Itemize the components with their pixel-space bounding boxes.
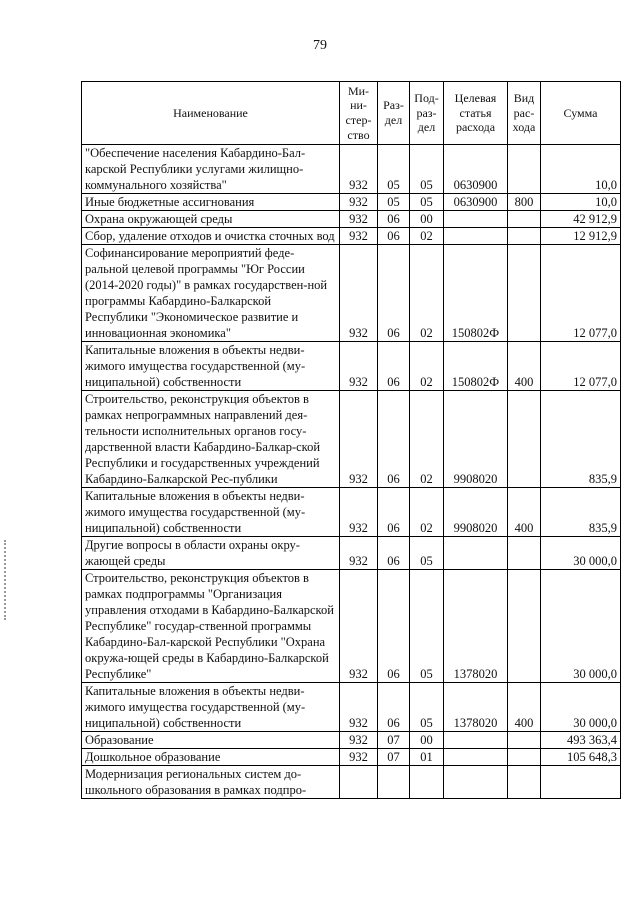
row-target-cell: 1378020 [444,570,508,683]
row-section-cell: 06 [378,342,410,391]
scan-margin-marks [4,540,8,620]
row-target-cell [444,228,508,245]
row-target-cell: 9908020 [444,488,508,537]
row-sum-cell: 30 000,0 [541,537,621,570]
row-target-cell [444,537,508,570]
row-expense-type-cell: 800 [508,194,541,211]
row-section-cell: 06 [378,683,410,732]
row-expense-type-cell [508,766,541,799]
row-sum-cell: 12 912,9 [541,228,621,245]
row-section-cell: 06 [378,537,410,570]
row-section-cell: 07 [378,749,410,766]
table-row [82,342,621,391]
row-subsection-cell: 05 [410,570,444,683]
table-row [82,145,621,194]
table-row [82,211,621,228]
row-target-cell: 0630900 [444,145,508,194]
table-row [82,391,621,488]
row-section-cell: 06 [378,245,410,342]
row-expense-type-cell [508,145,541,194]
table-row [82,732,621,749]
table-row [82,194,621,211]
table-row [82,228,621,245]
row-subsection-cell: 00 [410,211,444,228]
row-expense-type-cell [508,391,541,488]
row-sum-cell: 10,0 [541,145,621,194]
row-ministry-cell: 932 [340,537,378,570]
row-expense-type-cell [508,245,541,342]
row-expense-type-cell [508,211,541,228]
row-section-cell: 06 [378,570,410,683]
table-row [82,683,621,732]
row-sum-cell: 493 363,4 [541,732,621,749]
row-name-cell: Строительство, реконструкция объектов в рамках непрограммных направлений дея-тельности исполнительных органов госу-дарственной власти Кабардино-Балкар-ской Республики и государственных учреждений Кабардино-Балкарской Рес-публики [82,391,340,488]
row-name-cell: Капитальные вложения в объекты недви-жимого имущества государственной (му-ниципальной) собственности [82,342,340,391]
row-sum-cell: 30 000,0 [541,570,621,683]
row-ministry-cell: 932 [340,683,378,732]
row-ministry-cell: 932 [340,245,378,342]
row-sum-cell: 30 000,0 [541,683,621,732]
row-sum-cell [541,766,621,799]
row-subsection-cell: 05 [410,537,444,570]
row-ministry-cell: 932 [340,391,378,488]
col-expense-type-header: Вид рас-хода [508,82,541,145]
col-subsection-header: Под-раз-дел [410,82,444,145]
row-name-cell: Строительство, реконструкция объектов в рамках подпрограммы "Организация управления отходами в Кабардино-Балкарской Республике" государ-ственной программы Кабардино-Бал-карской Республики "Охрана окружа-ющей среды в Кабардино-Балкарской Республике" [82,570,340,683]
row-name-cell: Образование [82,732,340,749]
row-subsection-cell: 05 [410,683,444,732]
row-sum-cell: 10,0 [541,194,621,211]
row-subsection-cell: 02 [410,391,444,488]
table-row [82,537,621,570]
row-ministry-cell: 932 [340,194,378,211]
row-section-cell: 06 [378,488,410,537]
row-expense-type-cell [508,749,541,766]
row-expense-type-cell [508,228,541,245]
row-target-cell: 9908020 [444,391,508,488]
row-ministry-cell: 932 [340,570,378,683]
row-expense-type-cell [508,537,541,570]
row-target-cell [444,749,508,766]
row-sum-cell: 835,9 [541,488,621,537]
row-ministry-cell: 932 [340,342,378,391]
page-number: 79 [313,38,327,53]
row-subsection-cell: 02 [410,245,444,342]
row-sum-cell: 835,9 [541,391,621,488]
table-row [82,245,621,342]
row-name-cell: Другие вопросы в области охраны окру-жающей среды [82,537,340,570]
row-target-cell: 1378020 [444,683,508,732]
row-expense-type-cell [508,732,541,749]
row-expense-type-cell [508,570,541,683]
row-ministry-cell: 932 [340,211,378,228]
row-sum-cell: 12 077,0 [541,245,621,342]
row-target-cell [444,211,508,228]
row-name-cell: Дошкольное образование [82,749,340,766]
row-ministry-cell [340,766,378,799]
row-target-cell: 150802Ф [444,245,508,342]
row-name-cell: Капитальные вложения в объекты недви-жимого имущества государственной (му-ниципальной) собственности [82,488,340,537]
row-subsection-cell [410,766,444,799]
table-row [82,749,621,766]
row-expense-type-cell: 400 [508,342,541,391]
row-name-cell: Иные бюджетные ассигнования [82,194,340,211]
row-subsection-cell: 00 [410,732,444,749]
row-name-cell: Модернизация региональных систем до-школьного образования в рамках подпро- [82,766,340,799]
table-row [82,488,621,537]
row-name-cell: Охрана окружающей среды [82,211,340,228]
col-section-header: Раз-дел [378,82,410,145]
row-expense-type-cell: 400 [508,683,541,732]
row-expense-type-cell: 400 [508,488,541,537]
row-subsection-cell: 05 [410,145,444,194]
row-section-cell: 05 [378,194,410,211]
row-section-cell: 07 [378,732,410,749]
row-subsection-cell: 02 [410,488,444,537]
col-target-header: Целевая статья расхода [444,82,508,145]
col-name-header: Наименование [82,82,340,145]
row-name-cell: "Обеспечение населения Кабардино-Бал-карской Республики услугами жилищно-коммунального хозяйства" [82,145,340,194]
row-sum-cell: 105 648,3 [541,749,621,766]
row-target-cell [444,732,508,749]
row-target-cell: 0630900 [444,194,508,211]
row-name-cell: Капитальные вложения в объекты недви-жимого имущества государственной (му-ниципальной) собственности [82,683,340,732]
row-ministry-cell: 932 [340,145,378,194]
col-sum-header: Сумма [541,82,621,145]
row-subsection-cell: 02 [410,342,444,391]
row-name-cell: Сбор, удаление отходов и очистка сточных вод [82,228,340,245]
row-ministry-cell: 932 [340,732,378,749]
row-section-cell: 06 [378,391,410,488]
row-section-cell: 06 [378,228,410,245]
row-subsection-cell: 05 [410,194,444,211]
row-sum-cell: 42 912,9 [541,211,621,228]
row-sum-cell: 12 077,0 [541,342,621,391]
col-ministry-header: Ми-ни-стер-ство [340,82,378,145]
row-section-cell: 06 [378,211,410,228]
row-name-cell: Софинансирование мероприятий феде-ральной целевой программы "Юг России (2014-2020 годы)" в рамках государствен-ной программы Кабардино-Балкарской Республики "Экономическое развитие и инновационная экономика" [82,245,340,342]
row-subsection-cell: 01 [410,749,444,766]
row-section-cell [378,766,410,799]
row-ministry-cell: 932 [340,228,378,245]
table-row [82,766,621,799]
row-ministry-cell: 932 [340,488,378,537]
budget-table [81,81,621,799]
table-row [82,570,621,683]
header-row [82,82,621,145]
row-ministry-cell: 932 [340,749,378,766]
row-target-cell: 150802Ф [444,342,508,391]
row-target-cell [444,766,508,799]
table-body [82,145,621,799]
row-subsection-cell: 02 [410,228,444,245]
row-section-cell: 05 [378,145,410,194]
